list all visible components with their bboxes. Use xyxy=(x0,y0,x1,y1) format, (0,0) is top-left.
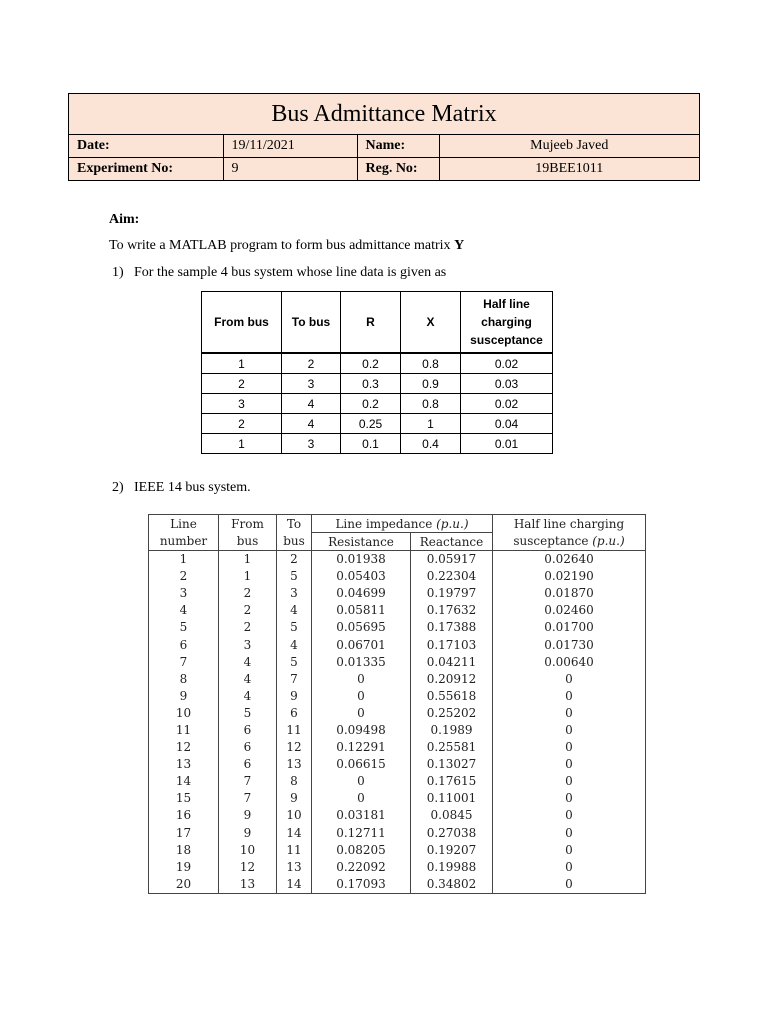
table-cell: 13 xyxy=(277,756,312,773)
table-cell: 0.01870 xyxy=(493,585,646,602)
table-cell: 0.19988 xyxy=(411,859,493,876)
aim-text xyxy=(109,238,464,254)
table-cell: 0.01938 xyxy=(312,551,411,569)
table-cell: 4 xyxy=(219,688,277,705)
table-cell: 0 xyxy=(493,876,646,894)
table-cell: 0.8 xyxy=(401,353,461,374)
table-cell: 0.17632 xyxy=(411,602,493,619)
table-cell: 9 xyxy=(219,825,277,842)
table-row xyxy=(149,739,646,756)
table-cell: 13 xyxy=(149,756,219,773)
table-cell: 17 xyxy=(149,825,219,842)
table-row xyxy=(149,790,646,807)
table-cell: 0 xyxy=(493,807,646,824)
name-label: Name: xyxy=(357,135,439,158)
table-cell: 9 xyxy=(277,688,312,705)
table-cell: 12 xyxy=(149,739,219,756)
column-header: R xyxy=(341,292,401,354)
table-cell: 0 xyxy=(493,671,646,688)
table-cell: 11 xyxy=(277,842,312,859)
column-header: X xyxy=(401,292,461,354)
susceptance-label: susceptance xyxy=(513,534,589,549)
unit-label: (p.u.) xyxy=(592,534,625,549)
column-header-from: From xyxy=(219,515,277,533)
ieee-14-bus-table-wrapper xyxy=(148,514,648,894)
table-cell: 0 xyxy=(493,859,646,876)
reg-value: 19BEE1011 xyxy=(439,158,699,181)
column-header: To bus xyxy=(282,292,341,354)
table-cell: 0.03181 xyxy=(312,807,411,824)
table-cell: 20 xyxy=(149,876,219,894)
list-text: For the sample 4 bus system whose line data is given as xyxy=(134,265,447,280)
table-cell: 16 xyxy=(149,807,219,824)
table-cell: 2 xyxy=(202,414,282,434)
table-cell: 3 xyxy=(277,585,312,602)
column-header-resistance: Resistance xyxy=(312,533,411,551)
table-cell: 12 xyxy=(277,739,312,756)
table-cell: 4 xyxy=(149,602,219,619)
table-cell: 4 xyxy=(219,654,277,671)
table-cell: 0.06701 xyxy=(312,636,411,653)
table-cell: 7 xyxy=(219,790,277,807)
reg-label: Reg. No: xyxy=(357,158,439,181)
table-row xyxy=(149,842,646,859)
table-cell: 0.12291 xyxy=(312,739,411,756)
table-cell: 0.09498 xyxy=(312,722,411,739)
table-cell: 6 xyxy=(219,739,277,756)
table-row xyxy=(149,807,646,824)
table-cell: 0.34802 xyxy=(411,876,493,894)
table-cell: 0.25 xyxy=(341,414,401,434)
column-header-line: Line xyxy=(149,515,219,533)
table-cell: 5 xyxy=(277,568,312,585)
table-cell: 6 xyxy=(219,756,277,773)
table-row xyxy=(149,602,646,619)
table-cell: 0.1 xyxy=(341,434,401,454)
table-cell: 10 xyxy=(219,842,277,859)
table-cell: 0.17615 xyxy=(411,773,493,790)
column-header: Half line charging susceptance xyxy=(461,292,553,354)
table-cell: 0.04 xyxy=(461,414,553,434)
list-text: IEEE 14 bus system. xyxy=(134,480,251,495)
table-cell: 12 xyxy=(219,859,277,876)
table-cell: 0.02 xyxy=(461,394,553,414)
column-header-from-2: bus xyxy=(219,533,277,551)
table-cell: 5 xyxy=(219,705,277,722)
table-cell: 0.25202 xyxy=(411,705,493,722)
table-cell: 0 xyxy=(493,842,646,859)
table-cell: 0.03 xyxy=(461,374,553,394)
table-cell: 9 xyxy=(277,790,312,807)
table-cell: 0.02 xyxy=(461,353,553,374)
table-cell: 0.17103 xyxy=(411,636,493,653)
table-cell: 18 xyxy=(149,842,219,859)
table-cell: 0.05695 xyxy=(312,619,411,636)
date-label: Date: xyxy=(69,135,223,158)
table-row xyxy=(149,756,646,773)
table-cell: 0.11001 xyxy=(411,790,493,807)
table-cell: 6 xyxy=(277,705,312,722)
table-cell: 9 xyxy=(219,807,277,824)
table-row xyxy=(149,722,646,739)
table-cell: 0.19207 xyxy=(411,842,493,859)
table-cell: 0 xyxy=(493,739,646,756)
table-cell: 2 xyxy=(149,568,219,585)
table-cell: 2 xyxy=(219,619,277,636)
table-cell: 13 xyxy=(277,859,312,876)
header-info-table xyxy=(69,135,699,180)
table-cell: 1 xyxy=(219,551,277,569)
table-cell: 1 xyxy=(149,551,219,569)
table-cell: 0.01335 xyxy=(312,654,411,671)
table-cell: 14 xyxy=(277,876,312,894)
table-row xyxy=(149,688,646,705)
table-cell: 0.00640 xyxy=(493,654,646,671)
table-cell: 0 xyxy=(312,705,411,722)
table-row xyxy=(202,414,553,434)
table-cell: 13 xyxy=(219,876,277,894)
table-row xyxy=(149,551,646,569)
sample-4-bus-table xyxy=(201,291,553,454)
aim-sentence: To write a MATLAB program to form bus admittance matrix xyxy=(109,238,455,253)
table-cell: 0.02190 xyxy=(493,568,646,585)
table-cell: 0.02640 xyxy=(493,551,646,569)
name-value: Mujeeb Javed xyxy=(439,135,699,158)
table-cell: 0.9 xyxy=(401,374,461,394)
table-cell: 0 xyxy=(312,671,411,688)
column-header-reactance: Reactance xyxy=(411,533,493,551)
table-cell: 1 xyxy=(401,414,461,434)
table-cell: 0.4 xyxy=(401,434,461,454)
column-header-to-2: bus xyxy=(277,533,312,551)
table-cell: 0.22304 xyxy=(411,568,493,585)
table-cell: 4 xyxy=(282,414,341,434)
table-cell: 1 xyxy=(202,434,282,454)
table-cell: 0.05403 xyxy=(312,568,411,585)
experiment-value: 9 xyxy=(223,158,357,181)
table-cell: 0.04699 xyxy=(312,585,411,602)
table-cell: 0.06615 xyxy=(312,756,411,773)
table-cell: 0 xyxy=(493,756,646,773)
table-cell: 0.17093 xyxy=(312,876,411,894)
table-cell: 0.05917 xyxy=(411,551,493,569)
table-cell: 0 xyxy=(493,790,646,807)
table-cell: 6 xyxy=(219,722,277,739)
table-cell: 10 xyxy=(149,705,219,722)
table-cell: 15 xyxy=(149,790,219,807)
table-cell: 0.17388 xyxy=(411,619,493,636)
table-cell: 0.01 xyxy=(461,434,553,454)
impedance-label: Line impedance xyxy=(335,516,433,531)
table-cell: 0.13027 xyxy=(411,756,493,773)
table-cell: 2 xyxy=(219,602,277,619)
column-header-half-2 xyxy=(493,533,646,551)
table-cell: 0.04211 xyxy=(411,654,493,671)
document-title: Bus Admittance Matrix xyxy=(69,94,699,135)
table-cell: 0.01730 xyxy=(493,636,646,653)
table-cell: 0.3 xyxy=(341,374,401,394)
table-cell: 0 xyxy=(493,705,646,722)
table-row xyxy=(149,568,646,585)
column-header-impedance xyxy=(312,515,493,533)
table-row xyxy=(149,585,646,602)
table-cell: 0 xyxy=(312,773,411,790)
table-cell: 0 xyxy=(493,722,646,739)
table-row xyxy=(149,705,646,722)
table-cell: 0.20912 xyxy=(411,671,493,688)
table-cell: 0.02460 xyxy=(493,602,646,619)
table-cell: 0.22092 xyxy=(312,859,411,876)
table-cell: 0.0845 xyxy=(411,807,493,824)
table-cell: 7 xyxy=(219,773,277,790)
column-header-half: Half line charging xyxy=(493,515,646,533)
table-cell: 2 xyxy=(219,585,277,602)
table-row xyxy=(202,374,553,394)
table-row xyxy=(149,876,646,894)
table-cell: 0.27038 xyxy=(411,825,493,842)
table-cell: 0.2 xyxy=(341,353,401,374)
table-cell: 0.08205 xyxy=(312,842,411,859)
table-cell: 7 xyxy=(149,654,219,671)
table-cell: 9 xyxy=(149,688,219,705)
table-cell: 5 xyxy=(277,619,312,636)
header-box xyxy=(68,93,700,181)
table-cell: 2 xyxy=(282,353,341,374)
table-cell: 3 xyxy=(282,434,341,454)
table-cell: 0 xyxy=(493,773,646,790)
table-row xyxy=(149,825,646,842)
table-row xyxy=(149,654,646,671)
table-cell: 14 xyxy=(277,825,312,842)
table-cell: 7 xyxy=(277,671,312,688)
table-row xyxy=(202,434,553,454)
table-cell: 14 xyxy=(149,773,219,790)
aim-heading: Aim: xyxy=(109,212,140,227)
table-cell: 1 xyxy=(202,353,282,374)
table-cell: 0 xyxy=(312,688,411,705)
table-cell: 2 xyxy=(277,551,312,569)
table-cell: 0 xyxy=(493,825,646,842)
list-item-2 xyxy=(112,480,251,496)
table-cell: 1 xyxy=(219,568,277,585)
table-cell: 0.55618 xyxy=(411,688,493,705)
table-cell: 4 xyxy=(282,394,341,414)
aim-bold-symbol: Y xyxy=(454,238,465,253)
table-cell: 5 xyxy=(149,619,219,636)
column-header-line-2: number xyxy=(149,533,219,551)
table-cell: 10 xyxy=(277,807,312,824)
table-cell: 19 xyxy=(149,859,219,876)
list-item-1 xyxy=(112,265,446,281)
table-cell: 3 xyxy=(219,636,277,653)
table-cell: 0.12711 xyxy=(312,825,411,842)
table-cell: 3 xyxy=(282,374,341,394)
table-row xyxy=(149,773,646,790)
table-cell: 0.01700 xyxy=(493,619,646,636)
experiment-label: Experiment No: xyxy=(69,158,223,181)
table-cell: 0 xyxy=(493,688,646,705)
table-cell: 5 xyxy=(277,654,312,671)
table-row xyxy=(202,353,553,374)
table-cell: 0.05811 xyxy=(312,602,411,619)
table-cell: 11 xyxy=(149,722,219,739)
table-cell: 0.19797 xyxy=(411,585,493,602)
table-cell: 8 xyxy=(149,671,219,688)
table-cell: 6 xyxy=(149,636,219,653)
ieee-14-bus-table xyxy=(148,514,646,894)
list-number: 1) xyxy=(112,265,124,280)
table-cell: 3 xyxy=(149,585,219,602)
table-cell: 0.1989 xyxy=(411,722,493,739)
column-header-to: To xyxy=(277,515,312,533)
table-cell: 8 xyxy=(277,773,312,790)
table-cell: 0.2 xyxy=(341,394,401,414)
table-cell: 2 xyxy=(202,374,282,394)
table-row xyxy=(149,859,646,876)
table-cell: 0.8 xyxy=(401,394,461,414)
table-cell: 11 xyxy=(277,722,312,739)
table-cell: 0 xyxy=(312,790,411,807)
unit-label: (p.u.) xyxy=(436,516,469,531)
table-row xyxy=(202,394,553,414)
table-row xyxy=(149,671,646,688)
table-cell: 3 xyxy=(202,394,282,414)
table-cell: 0.25581 xyxy=(411,739,493,756)
list-number: 2) xyxy=(112,480,124,495)
date-value: 19/11/2021 xyxy=(223,135,357,158)
table-cell: 4 xyxy=(277,602,312,619)
table-cell: 4 xyxy=(219,671,277,688)
table-row xyxy=(149,636,646,653)
column-header: From bus xyxy=(202,292,282,354)
table-cell: 4 xyxy=(277,636,312,653)
table-row xyxy=(149,619,646,636)
